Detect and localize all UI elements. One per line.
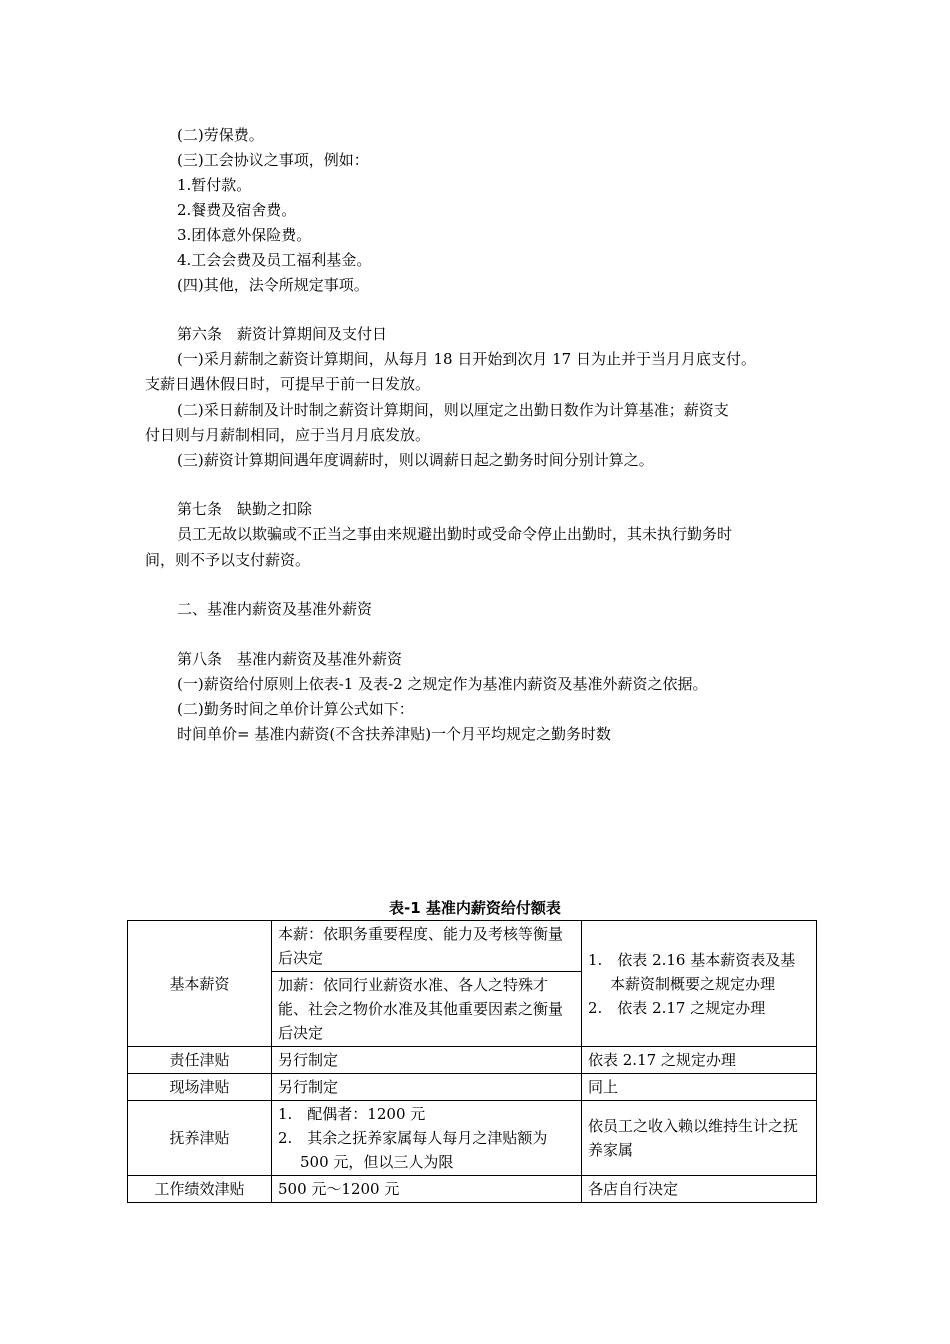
text-line: (二)劳保费。 — [177, 126, 264, 144]
text-line: 支薪日遇休假日时，可提早于前一日发放。 — [145, 375, 431, 393]
table-cell: 另行制定 — [272, 1047, 582, 1074]
text-line: (二)勤务时间之单价计算公式如下： — [177, 700, 414, 718]
table-cell: 另行制定 — [272, 1074, 582, 1101]
text-line: (三)薪资计算期间遇年度调薪时，则以调薪日起之勤务时间分别计算之。 — [177, 451, 654, 469]
table-cell: 加薪：依同行业薪资水准、各人之特殊才能、社会之物价水准及其他重要因素之衡量后决定 — [272, 972, 582, 1047]
text-line: (二)采日薪制及计时制之薪资计算期间，则以厘定之出勤日数作为计算基准；薪资支 — [177, 401, 729, 419]
table-row — [128, 1101, 817, 1176]
table-cell — [582, 921, 817, 1047]
table-row — [128, 1074, 817, 1101]
list-item: 2. 其余之抚养家属每人每月之津贴额为 500 元，但以三人为限 — [278, 1129, 548, 1171]
text-line: 1.暂付款。 — [177, 176, 252, 194]
list-item: 1. 依表 2.16 基本薪资表及基本薪资制概要之规定办理 — [588, 950, 796, 993]
formula-line: 时间单价= 基准内薪资(不含扶养津贴)一个月平均规定之勤务时数 — [177, 725, 612, 743]
table-cell: 各店自行决定 — [582, 1176, 817, 1203]
table-row — [128, 1176, 817, 1203]
text-line: (一)薪资给付原则上依表-1 及表-2 之规定作为基准内薪资及基准外薪资之依据。 — [177, 675, 708, 693]
row-label: 基本薪资 — [128, 921, 272, 1047]
list-item: 1. 配偶者：1200 元 — [278, 1105, 426, 1123]
table-cell: 本薪：依职务重要程度、能力及考核等衡量后决定 — [272, 921, 582, 972]
table-caption: 表-1 基准内薪资给付额表 — [389, 899, 561, 917]
table-cell: 同上 — [582, 1074, 817, 1101]
salary-table — [127, 920, 817, 1203]
table-row — [128, 921, 817, 972]
text-line: 付日则与月薪制相同，应于当月月底发放。 — [145, 426, 431, 444]
text-line: 4.工会会费及员工福利基金。 — [177, 251, 372, 269]
article-heading: 第六条 薪资计算期间及支付日 — [177, 325, 388, 343]
row-label: 工作绩效津贴 — [128, 1176, 272, 1203]
row-label: 抚养津贴 — [128, 1101, 272, 1176]
section-heading: 二、基准内薪资及基准外薪资 — [177, 600, 373, 618]
table-cell: 依员工之收入赖以维持生计之抚养家属 — [582, 1101, 817, 1176]
table-cell — [272, 1101, 582, 1176]
text-line: 间，则不予以支付薪资。 — [145, 551, 311, 569]
table-cell: 500 元～1200 元 — [272, 1176, 582, 1203]
row-label: 责任津贴 — [128, 1047, 272, 1074]
table-cell: 依表 2.17 之规定办理 — [582, 1047, 817, 1074]
text-line: 员工无故以欺骗或不正当之事由来规避出勤时或受命令停止出勤时，其未执行勤务时 — [177, 525, 733, 543]
article-heading: 第七条 缺勤之扣除 — [177, 500, 313, 518]
list-item: 2. 依表 2.17 之规定办理 — [588, 998, 766, 1017]
text-line: (一)采月薪制之薪资计算期间，从每月 18 日开始到次月 17 日为止并于当月月底支付。 — [177, 350, 756, 368]
text-line: 2.餐费及宿舍费。 — [177, 201, 297, 219]
table-row — [128, 1047, 817, 1074]
text-line: (三)工会协议之事项，例如： — [177, 151, 369, 169]
row-label: 现场津贴 — [128, 1074, 272, 1101]
text-line: (四)其他，法令所规定事项。 — [177, 276, 369, 294]
article-heading: 第八条 基准内薪资及基准外薪资 — [177, 650, 403, 668]
text-line: 3.团体意外保险费。 — [177, 226, 312, 244]
